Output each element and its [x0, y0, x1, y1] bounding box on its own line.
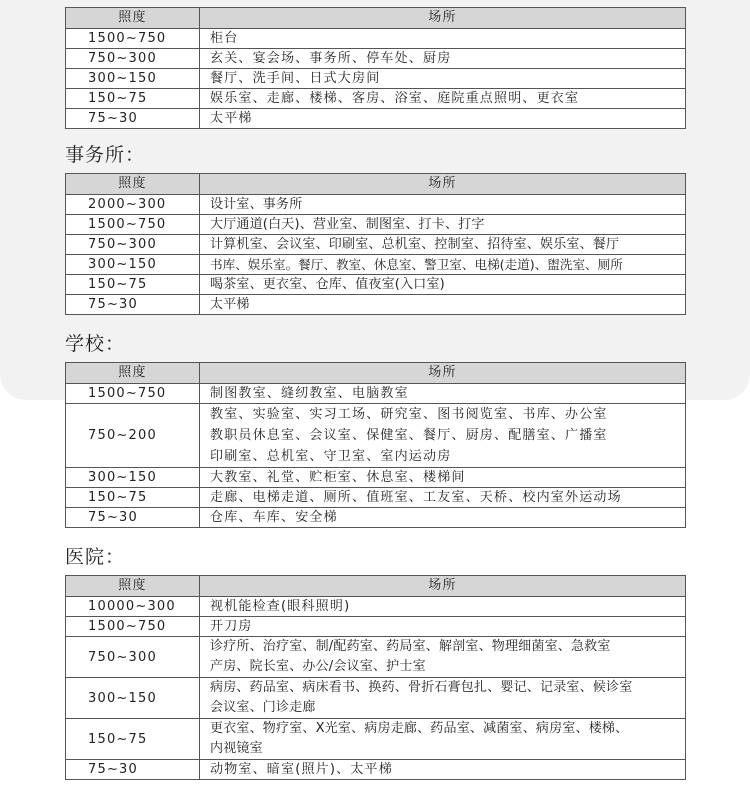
- place-cell: 设计室、事务所: [200, 195, 686, 215]
- table-row: [66, 89, 686, 109]
- range-cell: 300~150: [66, 468, 200, 488]
- range-cell: 2000~300: [66, 195, 200, 215]
- table-row: [66, 760, 686, 780]
- header-range: 照度: [66, 576, 200, 597]
- table-header-row: [66, 576, 686, 597]
- header-place: 场所: [200, 363, 686, 384]
- place-cell: 更衣室、物疗室、X光室、病房走廊、药品室、减菌室、病房室、楼梯、 内视镜室: [200, 719, 686, 760]
- range-cell: 300~150: [66, 69, 200, 89]
- header-place: 场所: [200, 174, 686, 195]
- table-row: [66, 109, 686, 129]
- section-title-office: 事务所：: [65, 144, 146, 166]
- range-cell: 150~75: [66, 488, 200, 508]
- range-cell: 150~75: [66, 89, 200, 109]
- range-cell: 1500~750: [66, 29, 200, 49]
- illuminance-table-school: [65, 362, 686, 528]
- table-header-row: [66, 363, 686, 384]
- table-row: [66, 468, 686, 488]
- range-cell: 75~30: [66, 109, 200, 129]
- range-cell: 1500~750: [66, 617, 200, 637]
- place-cell: 计算机室、会议室、印刷室、总机室、控制室、招待室、娱乐室、餐厅: [200, 235, 686, 255]
- range-cell: 750~300: [66, 235, 200, 255]
- table-row: [66, 295, 686, 315]
- table-row: [66, 488, 686, 508]
- place-cell: 诊疗所、治疗室、制/配药室、药局室、解剖室、物理细菌室、急救室 产房、院长室、办公/会议室、护士室: [200, 637, 686, 678]
- table-row: [66, 29, 686, 49]
- header-range: 照度: [66, 174, 200, 195]
- table-row: [66, 404, 686, 468]
- table-row: [66, 597, 686, 617]
- table-row: [66, 275, 686, 295]
- table-row: [66, 617, 686, 637]
- place-cell: 大厅通道(白天)、营业室、制图室、打卡、打字: [200, 215, 686, 235]
- table-row: [66, 508, 686, 528]
- header-place: 场所: [200, 8, 686, 29]
- range-cell: 750~200: [66, 404, 200, 468]
- header-place: 场所: [200, 576, 686, 597]
- content: [65, 7, 686, 780]
- section-title-hospital: 医院：: [65, 546, 126, 568]
- range-cell: 300~150: [66, 255, 200, 275]
- place-cell: 大教室、礼堂、贮柜室、休息室、楼梯间: [200, 468, 686, 488]
- header-range: 照度: [66, 8, 200, 29]
- table-row: [66, 719, 686, 760]
- range-cell: 10000~300: [66, 597, 200, 617]
- range-cell: 75~30: [66, 760, 200, 780]
- table-row: [66, 235, 686, 255]
- table-row: [66, 195, 686, 215]
- place-cell: 太平梯: [200, 109, 686, 129]
- header-range: 照度: [66, 363, 200, 384]
- place-cell: 书库、娱乐室。餐厅、教室、休息室、警卫室、电梯(走道)、盥洗室、厕所: [200, 255, 686, 275]
- place-cell: 走廊、电梯走道、厕所、值班室、工友室、天桥、校内室外运动场: [200, 488, 686, 508]
- place-cell: 餐厅、洗手间、日式大房间: [200, 69, 686, 89]
- place-cell: 开刀房: [200, 617, 686, 637]
- range-cell: 75~30: [66, 295, 200, 315]
- place-cell: 太平梯: [200, 295, 686, 315]
- table-row: [66, 637, 686, 678]
- range-cell: 150~75: [66, 275, 200, 295]
- range-cell: 1500~750: [66, 215, 200, 235]
- section-title-school: 学校：: [65, 333, 126, 355]
- place-cell: 娱乐室、走廊、楼梯、客房、浴室、庭院重点照明、更衣室: [200, 89, 686, 109]
- range-cell: 750~300: [66, 637, 200, 678]
- place-cell: 病房、药品室、病床看书、换药、骨折石膏包扎、婴记、记录室、候诊室 会议室、门诊走廊: [200, 678, 686, 719]
- range-cell: 750~300: [66, 49, 200, 69]
- place-cell: 喝茶室、更衣室、仓库、值夜室(入口室): [200, 275, 686, 295]
- range-cell: 150~75: [66, 719, 200, 760]
- place-cell: 制图教室、缝纫教室、电脑教室: [200, 384, 686, 404]
- table-row: [66, 384, 686, 404]
- illuminance-table-office: [65, 173, 686, 315]
- table-row: [66, 69, 686, 89]
- illuminance-table-hotel: [65, 7, 686, 129]
- range-cell: 75~30: [66, 508, 200, 528]
- table-row: [66, 678, 686, 719]
- place-cell: 教室、实验室、实习工场、研究室、图书阅览室、书库、办公室 教职员休息室、会议室、保健室、餐厅、厨房、配膳室、广播室 印刷室、总机室、守卫室、室内运动房: [200, 404, 686, 468]
- table-row: [66, 215, 686, 235]
- range-cell: 1500~750: [66, 384, 200, 404]
- place-cell: 视机能检查(眼科照明): [200, 597, 686, 617]
- table-header-row: [66, 8, 686, 29]
- table-header-row: [66, 174, 686, 195]
- illuminance-table-hospital: [65, 575, 686, 780]
- place-cell: 柜台: [200, 29, 686, 49]
- place-cell: 玄关、宴会场、事务所、停车处、厨房: [200, 49, 686, 69]
- table-row: [66, 255, 686, 275]
- table-row: [66, 49, 686, 69]
- place-cell: 仓库、车库、安全梯: [200, 508, 686, 528]
- range-cell: 300~150: [66, 678, 200, 719]
- place-cell: 动物室、暗室(照片)、太平梯: [200, 760, 686, 780]
